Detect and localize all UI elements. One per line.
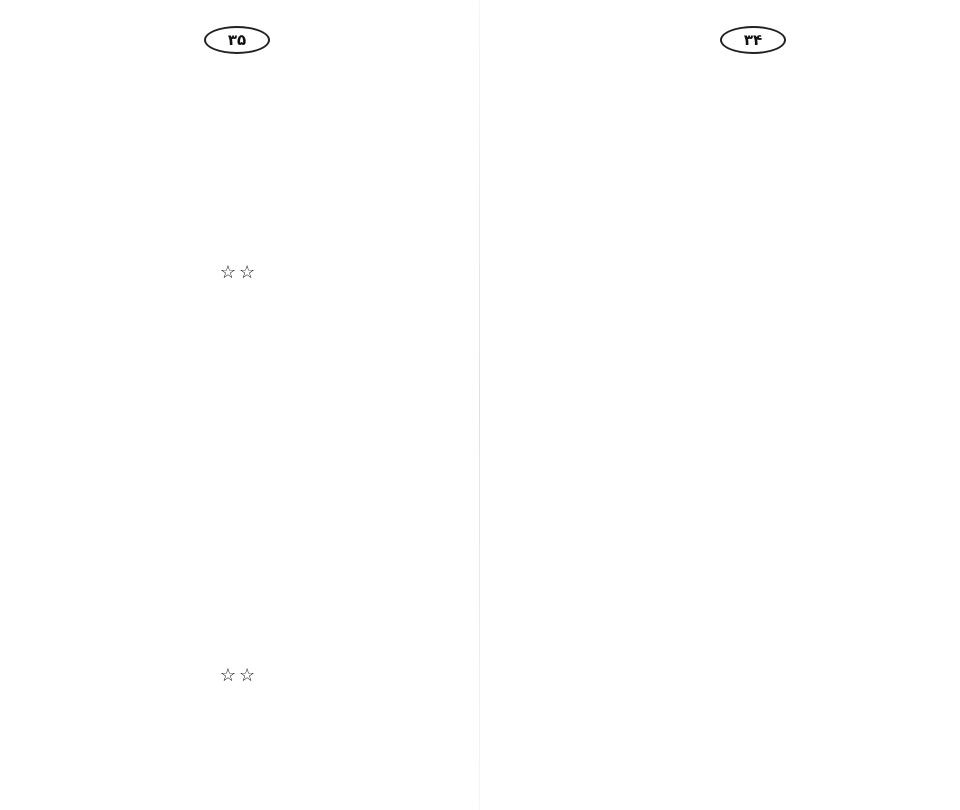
left-heading-2 — [30, 618, 448, 658]
right-page-number: ۳۴ — [720, 26, 786, 54]
right-page — [482, 0, 960, 810]
left-heading-1 — [30, 222, 448, 262]
left-page — [0, 0, 478, 810]
right-paragraph — [512, 60, 930, 800]
section-divider-stars-1: ☆☆ — [219, 262, 259, 283]
left-paragraph-2 — [30, 296, 448, 606]
left-paragraph-3 — [30, 700, 448, 800]
page-gutter — [479, 0, 480, 810]
left-page-number: ۳۵ — [204, 26, 270, 54]
left-paragraph-1 — [30, 60, 448, 200]
section-divider-stars-2: ☆☆ — [219, 665, 259, 686]
